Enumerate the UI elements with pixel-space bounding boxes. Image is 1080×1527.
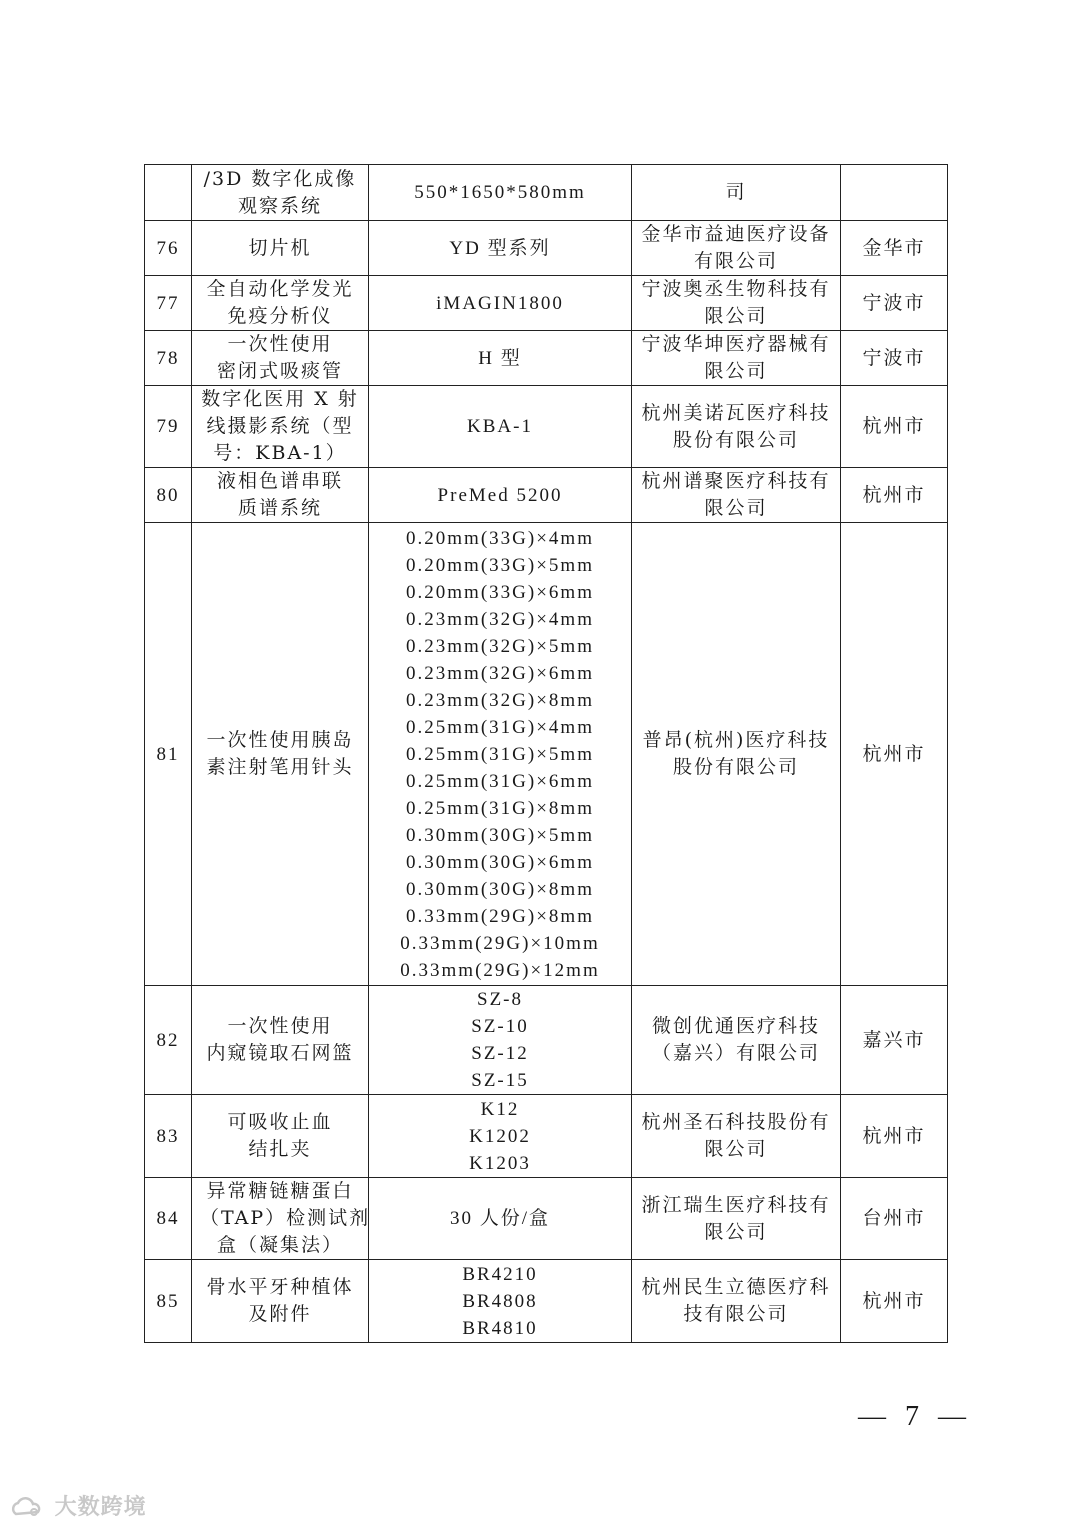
model-spec-line: PreMed 5200: [437, 484, 563, 506]
city-name-cell: 杭州市: [841, 1260, 948, 1343]
table-row: [145, 986, 948, 1095]
company-name-line: 杭州谱聚医疗科技有: [641, 470, 831, 492]
city-name-cell: 杭州市: [841, 468, 948, 523]
device-table: [144, 164, 948, 1343]
device-table-body: [145, 165, 948, 1343]
model-spec-line: 550*1650*580mm: [414, 182, 586, 203]
model-spec-line: 30 人份/盒: [449, 1208, 551, 1229]
company-name-cell: [632, 276, 841, 331]
row-number-cell: 78: [145, 331, 192, 386]
city-name-cell: 嘉兴市: [841, 986, 948, 1095]
row-number-cell: 80: [145, 468, 192, 523]
company-name-line: 限公司: [704, 1220, 768, 1243]
product-name-line: 骨水平牙种植体: [206, 1276, 354, 1298]
product-name-line: （TAP）检测试剂: [200, 1207, 371, 1229]
model-spec-cell: [369, 221, 632, 276]
company-name-cell: [632, 386, 841, 468]
company-name-cell: [632, 1260, 841, 1343]
table-row: [145, 1095, 948, 1178]
model-spec-cell: [369, 1095, 632, 1178]
product-name-line: 免疫分析仪: [227, 305, 333, 327]
company-name-line: 金华市益迪医疗设备: [641, 223, 831, 245]
product-name-line: 质谱系统: [237, 497, 322, 519]
product-name-line: 可吸收止血: [227, 1111, 333, 1133]
product-name-line: 一次性使用: [227, 1015, 333, 1037]
model-spec-line: SZ-8: [477, 989, 523, 1010]
product-name-line: 数字化医用 X 射: [201, 388, 359, 410]
model-spec-line: 0.20mm(33G)×6mm: [406, 581, 594, 603]
product-name-line: 盒（凝集法）: [216, 1234, 343, 1256]
product-name-cell: [192, 1260, 369, 1343]
model-spec-cell: [369, 386, 632, 468]
table-row: [145, 1178, 948, 1260]
company-name-line: 限公司: [704, 497, 768, 519]
model-spec-line: SZ-10: [471, 1016, 529, 1037]
model-spec-cell: [369, 1178, 632, 1260]
city-name-cell: 杭州市: [841, 386, 948, 468]
model-spec-line: 0.30mm(30G)×5mm: [406, 824, 594, 846]
model-spec-line: 0.25mm(31G)×8mm: [406, 797, 594, 819]
row-number-cell: 82: [145, 986, 192, 1095]
product-name-line: 素注射笔用针头: [206, 756, 354, 778]
product-name-line: 内窥镜取石网篮: [206, 1042, 354, 1064]
model-spec-line: BR4810: [462, 1317, 538, 1339]
product-name-line: 液相色谱串联: [216, 470, 343, 492]
product-name-cell: [192, 986, 369, 1095]
company-name-cell: [632, 221, 841, 276]
table-row: [145, 386, 948, 468]
company-name-line: 普昂(杭州)医疗科技: [642, 729, 830, 751]
watermark-text: 大数跨境: [54, 1495, 147, 1520]
company-name-line: 股份有限公司: [672, 756, 799, 778]
product-name-line: 结扎夹: [248, 1138, 312, 1160]
model-spec-line: 0.25mm(31G)×4mm: [406, 716, 594, 738]
row-number-cell: 85: [145, 1260, 192, 1343]
product-name-line: 一次性使用胰岛: [206, 729, 354, 751]
company-name-line: 杭州民生立德医疗科: [641, 1276, 831, 1298]
row-number-cell: [145, 165, 192, 221]
company-name-line: 限公司: [704, 360, 768, 382]
model-spec-cell: [369, 276, 632, 331]
company-name-line: 浙江瑞生医疗科技有: [641, 1193, 831, 1216]
table-row: [145, 1260, 948, 1343]
product-name-line: 异常糖链糖蛋白: [206, 1180, 354, 1202]
model-spec-cell: [369, 986, 632, 1095]
company-name-line: 股份有限公司: [672, 428, 799, 451]
product-name-line: 切片机: [248, 236, 312, 259]
model-spec-line: 0.33mm(29G)×8mm: [406, 905, 594, 927]
company-name-line: 有限公司: [693, 250, 778, 272]
company-name-line: 司: [725, 181, 747, 203]
model-spec-line: K1202: [469, 1125, 531, 1147]
product-name-cell: [192, 221, 369, 276]
company-name-cell: [632, 1178, 841, 1260]
city-name-cell: 金华市: [841, 221, 948, 276]
model-spec-line: 0.30mm(30G)×6mm: [406, 851, 594, 873]
row-number-cell: 81: [145, 523, 192, 986]
model-spec-line: 0.20mm(33G)×5mm: [406, 554, 594, 576]
company-name-line: 技有限公司: [683, 1303, 789, 1325]
product-name-line: 密闭式吸痰管: [216, 360, 343, 382]
product-name-line: 号：KBA-1）: [213, 442, 347, 464]
city-name-cell: 杭州市: [841, 523, 948, 986]
product-name-cell: [192, 331, 369, 386]
table-row: [145, 165, 948, 221]
city-name-cell: 台州市: [841, 1178, 948, 1260]
product-name-cell: [192, 276, 369, 331]
row-number-cell: 77: [145, 276, 192, 331]
product-name-line: 一次性使用: [227, 333, 333, 355]
model-spec-cell: [369, 468, 632, 523]
model-spec-line: iMAGIN1800: [436, 292, 564, 314]
company-name-line: 限公司: [704, 305, 768, 327]
product-name-cell: [192, 386, 369, 468]
table-row: [145, 468, 948, 523]
model-spec-line: 0.33mm(29G)×12mm: [400, 959, 600, 981]
company-name-cell: [632, 523, 841, 986]
model-spec-line: 0.33mm(29G)×10mm: [400, 932, 600, 954]
model-spec-line: 0.23mm(32G)×4mm: [406, 608, 594, 630]
company-name-line: 微创优通医疗科技: [651, 1015, 820, 1037]
model-spec-cell: [369, 165, 632, 221]
company-name-line: 杭州圣石科技股份有: [641, 1111, 831, 1133]
model-spec-cell: [369, 523, 632, 986]
model-spec-line: 0.23mm(32G)×6mm: [406, 662, 594, 684]
product-name-line: 观察系统: [237, 194, 322, 217]
model-spec-line: BR4210: [462, 1263, 538, 1285]
company-name-line: （嘉兴）有限公司: [651, 1042, 820, 1064]
model-spec-line: 0.25mm(31G)×6mm: [406, 770, 594, 792]
company-name-line: 杭州美诺瓦医疗科技: [641, 401, 831, 424]
company-name-cell: [632, 1095, 841, 1178]
model-spec-line: SZ-12: [471, 1043, 529, 1064]
page-number: — 7 —: [858, 1401, 972, 1432]
model-spec-line: YD 型系列: [449, 237, 551, 259]
row-number-cell: 84: [145, 1178, 192, 1260]
model-spec-cell: [369, 331, 632, 386]
model-spec-line: K12: [480, 1098, 520, 1120]
city-name-cell: 杭州市: [841, 1095, 948, 1178]
product-name-cell: [192, 468, 369, 523]
model-spec-line: K1203: [469, 1152, 531, 1174]
row-number-cell: 76: [145, 221, 192, 276]
table-row: [145, 221, 948, 276]
company-name-cell: [632, 165, 841, 221]
model-spec-line: 0.25mm(31G)×5mm: [406, 743, 594, 765]
city-name-cell: 宁波市: [841, 331, 948, 386]
company-name-line: 宁波奥丞生物科技有: [641, 278, 831, 300]
product-name-cell: [192, 1178, 369, 1260]
model-spec-line: H 型: [478, 347, 522, 369]
model-spec-line: 0.23mm(32G)×5mm: [406, 635, 594, 657]
company-name-cell: [632, 331, 841, 386]
model-spec-cell: [369, 1260, 632, 1343]
cloud-logo-icon: [10, 1496, 46, 1520]
product-name-line: 全自动化学发光: [206, 278, 354, 300]
product-name-line: /3D 数字化成像: [203, 167, 357, 190]
company-name-line: 限公司: [704, 1138, 768, 1160]
company-name-cell: [632, 468, 841, 523]
product-name-cell: [192, 523, 369, 986]
model-spec-line: KBA-1: [467, 416, 533, 437]
table-row: [145, 276, 948, 331]
model-spec-line: SZ-15: [471, 1070, 529, 1091]
row-number-cell: 79: [145, 386, 192, 468]
city-name-cell: [841, 165, 948, 221]
row-number-cell: 83: [145, 1095, 192, 1178]
model-spec-line: 0.30mm(30G)×8mm: [406, 878, 594, 900]
product-name-cell: [192, 1095, 369, 1178]
table-row: [145, 331, 948, 386]
product-name-cell: [192, 165, 369, 221]
product-name-line: 及附件: [248, 1303, 312, 1325]
model-spec-line: 0.23mm(32G)×8mm: [406, 689, 594, 711]
city-name-cell: 宁波市: [841, 276, 948, 331]
product-name-line: 线摄影系统（型: [206, 415, 354, 437]
watermark: [10, 1490, 147, 1521]
company-name-line: 宁波华坤医疗器械有: [641, 333, 831, 355]
table-row: [145, 523, 948, 986]
model-spec-line: BR4808: [462, 1290, 538, 1312]
model-spec-line: 0.20mm(33G)×4mm: [406, 527, 594, 549]
company-name-cell: [632, 986, 841, 1095]
